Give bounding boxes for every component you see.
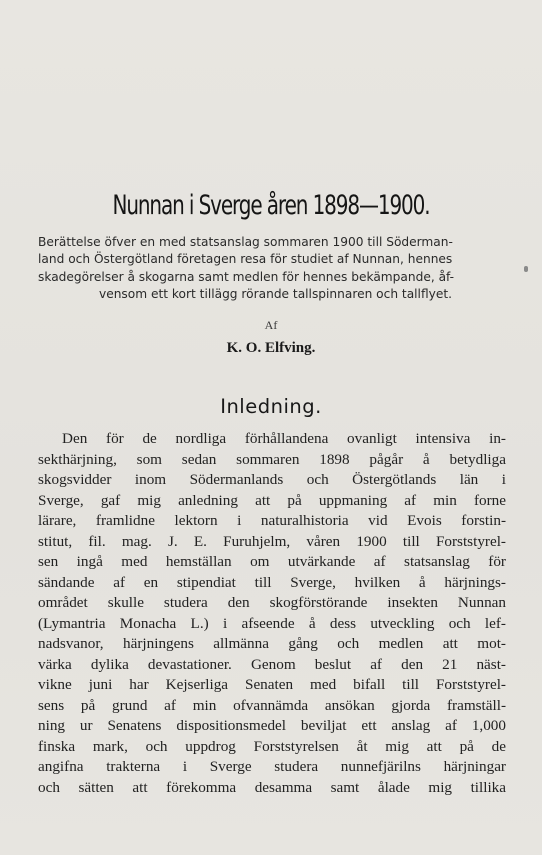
body-line: sekthärjning, som sedan sommaren 1898 pågår å betydliga	[38, 450, 506, 468]
body-line: sens på grund af min ofvannämda ansökan gjorda framställ-	[38, 696, 506, 714]
body-line: stitut, fil. mag. J. E. Furuhjelm, våren 1900 till Forststyrel-	[38, 532, 506, 550]
body-line: sen ingå med hemställan om utvärkande af statsanslag för	[38, 553, 506, 570]
body-line: sändande af en stipendiat till Sverge, hvilken å härjnings-	[38, 573, 506, 591]
intro-line: vensom ett kort tillägg rörande tallspinnaren och tallflyet.	[99, 287, 452, 302]
body-line: området skulle studera den skogförstörande insekten Nunnan	[38, 594, 506, 611]
body-line: lärare, framlidne lektorn i naturalhistoria vid Evois forstin-	[38, 512, 506, 529]
body-line: ning ur Senatens dispositionsmedel beviljat ett anslag af 1,000	[38, 717, 506, 734]
body-line: skogsvidder inom Södermanlands och Östergötlands län i	[38, 471, 506, 488]
body-line: (Lymantria Monacha L.) i afseende å dess utveckling och lef-	[38, 614, 506, 632]
author-name: K. O. Elfving.	[226, 340, 316, 356]
margin-mark	[524, 266, 528, 272]
body-line: Den för de nordliga förhållandena ovanligt intensiva in-	[62, 430, 506, 447]
body-line: vikne juni har Kejserliga Senaten med bifall till Forststyrel-	[38, 676, 506, 693]
subtitle-description	[38, 234, 513, 304]
body-line: Sverge, gaf mig anledning att på uppmaning af min forne	[38, 491, 506, 509]
byline-af: Af	[264, 318, 278, 332]
body-line: värka dylika devastationer. Genom beslut af den 21 näst-	[38, 655, 506, 673]
document-title: Nunnan i Sverge åren 1898—1900.	[112, 190, 430, 221]
section-heading: Inledning.	[220, 395, 322, 418]
intro-line: skadegörelser å skogarna samt medlen för hennes bekämpande, åf-	[38, 269, 455, 284]
body-text	[38, 429, 506, 798]
body-line: angifna trakterna i Sverge studera nunnefjärilns härjningar	[38, 758, 506, 775]
body-line: finska mark, och uppdrog Forststyrelsen åt mig att på de	[38, 737, 506, 755]
body-line: nadsvanor, härjningens allmänna gång och medlen att mot-	[38, 635, 506, 652]
intro-line: land och Östergötland företagen resa för studiet af Nunnan, hennes	[38, 252, 453, 267]
intro-line: Berättelse öfver en med statsanslag sommaren 1900 till Söderman-	[38, 235, 453, 249]
body-line: och sätten att förekomma desamma samt ålade mig tillika	[38, 778, 506, 796]
